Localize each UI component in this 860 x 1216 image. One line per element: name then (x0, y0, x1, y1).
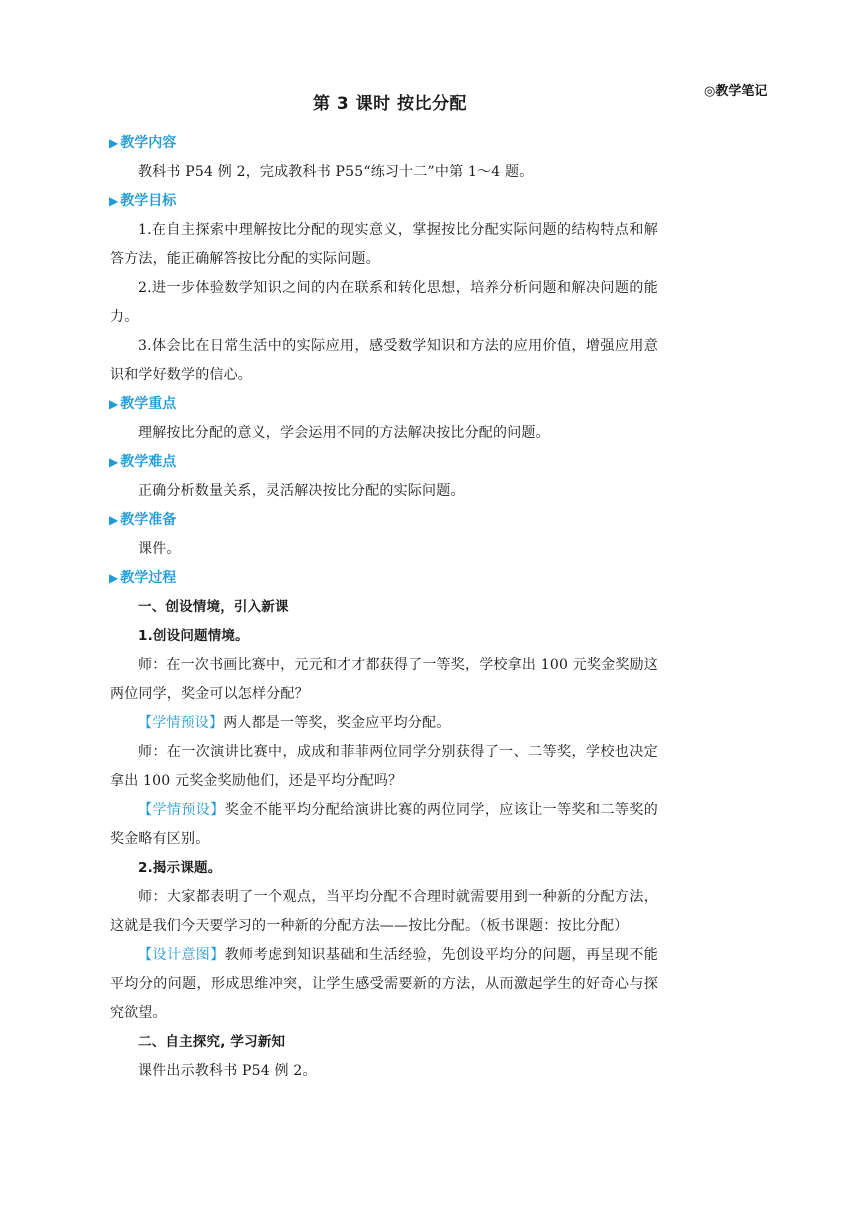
process-paragraph-2 (110, 709, 658, 738)
process-paragraph-3: 师：在一次演讲比赛中，成成和菲菲两位同学分别获得了一、二等奖，学校也决定拿出 100 元奖金奖励他们，还是平均分配吗？ (110, 744, 658, 789)
triangle-bullet-icon: ▶ (109, 136, 119, 150)
teaching-notes-label: ◎教学笔记 (704, 84, 768, 99)
part2-title: 二、自主探究, 学习新知 (138, 1034, 286, 1050)
lesson-content (110, 129, 658, 1086)
annotation-text: 两人都是一等奖，奖金应平均分配。 (223, 715, 451, 731)
section-heading-label: 教学难点 (120, 454, 177, 470)
section-heading-label: 教学目标 (120, 193, 177, 209)
section-heading-process (109, 564, 658, 593)
triangle-bullet-icon: ▶ (109, 194, 119, 208)
annotation-label: 【学情预设】 (138, 802, 225, 818)
process-paragraph-1: 师：在一次书画比赛中，元元和才才都获得了一等奖，学校拿出 100 元奖金奖励这两位同学，奖金可以怎样分配？ (110, 657, 658, 702)
triangle-bullet-icon: ▶ (109, 455, 119, 469)
section-heading-prep (109, 506, 658, 535)
triangle-bullet-icon: ▶ (109, 397, 119, 411)
process-paragraph-5: 师：大家都表明了一个观点，当平均分配不合理时就需要用到一种新的分配方法，这就是我们今天要学习的一种新的分配方法——按比分配。（板书课题：按比分配） (110, 889, 658, 934)
content-text: 教科书 P54 例 2，完成教科书 P55“练习十二”中第 1～4 题。 (138, 164, 534, 180)
difficulty-text: 正确分析数量关系，灵活解决按比分配的实际问题。 (138, 483, 465, 499)
part1-title: 一、创设情境，引入新课 (138, 599, 289, 615)
step1-title: 1.创设问题情境。 (138, 628, 249, 644)
goal-item-2: 2.进一步体验数学知识之间的内在联系和转化思想，培养分析问题和解决问题的能力。 (110, 280, 658, 325)
process-paragraph-6 (110, 941, 658, 1028)
section-heading-content (109, 129, 658, 158)
section-heading-label: 教学过程 (120, 570, 177, 586)
annotation-text: 奖金不能平均分配给演讲比赛的两位同学，应该让一等奖和二等奖的奖金略有区别。 (110, 802, 659, 847)
key-text: 理解按比分配的意义，学会运用不同的方法解决按比分配的问题。 (138, 425, 550, 441)
section-heading-goals (109, 187, 658, 216)
section-heading-label: 教学准备 (120, 512, 177, 528)
process-paragraph-4 (110, 796, 658, 854)
goal-item-3: 3.体会比在日常生活中的实际应用，感受数学知识和方法的应用价值，增强应用意识和学好数学的信心。 (110, 338, 658, 383)
section-heading-label: 教学重点 (120, 396, 177, 412)
lesson-title: 第 3 课时 按比分配 (312, 94, 468, 114)
prep-text: 课件。 (138, 541, 181, 557)
triangle-bullet-icon: ▶ (109, 571, 119, 585)
section-heading-key (109, 390, 658, 419)
triangle-bullet-icon: ▶ (109, 513, 119, 527)
step2-title: 2.揭示课题。 (138, 860, 222, 876)
process-paragraph-7: 课件出示教科书 P54 例 2。 (138, 1063, 317, 1079)
annotation-text: 教师考虑到知识基础和生活经验，先创设平均分的问题，再呈现不能平均分的问题，形成思维冲突，让学生感受需要新的方法，从而激起学生的好奇心与探究欲望。 (110, 947, 659, 1021)
annotation-label: 【设计意图】 (138, 947, 225, 963)
goal-item-1: 1.在自主探索中理解按比分配的现实意义，掌握按比分配实际问题的结构特点和解答方法，能正确解答按比分配的实际问题。 (110, 222, 658, 267)
annotation-label: 【学情预设】 (138, 715, 224, 731)
section-heading-label: 教学内容 (120, 135, 177, 151)
section-heading-difficulty (109, 448, 658, 477)
